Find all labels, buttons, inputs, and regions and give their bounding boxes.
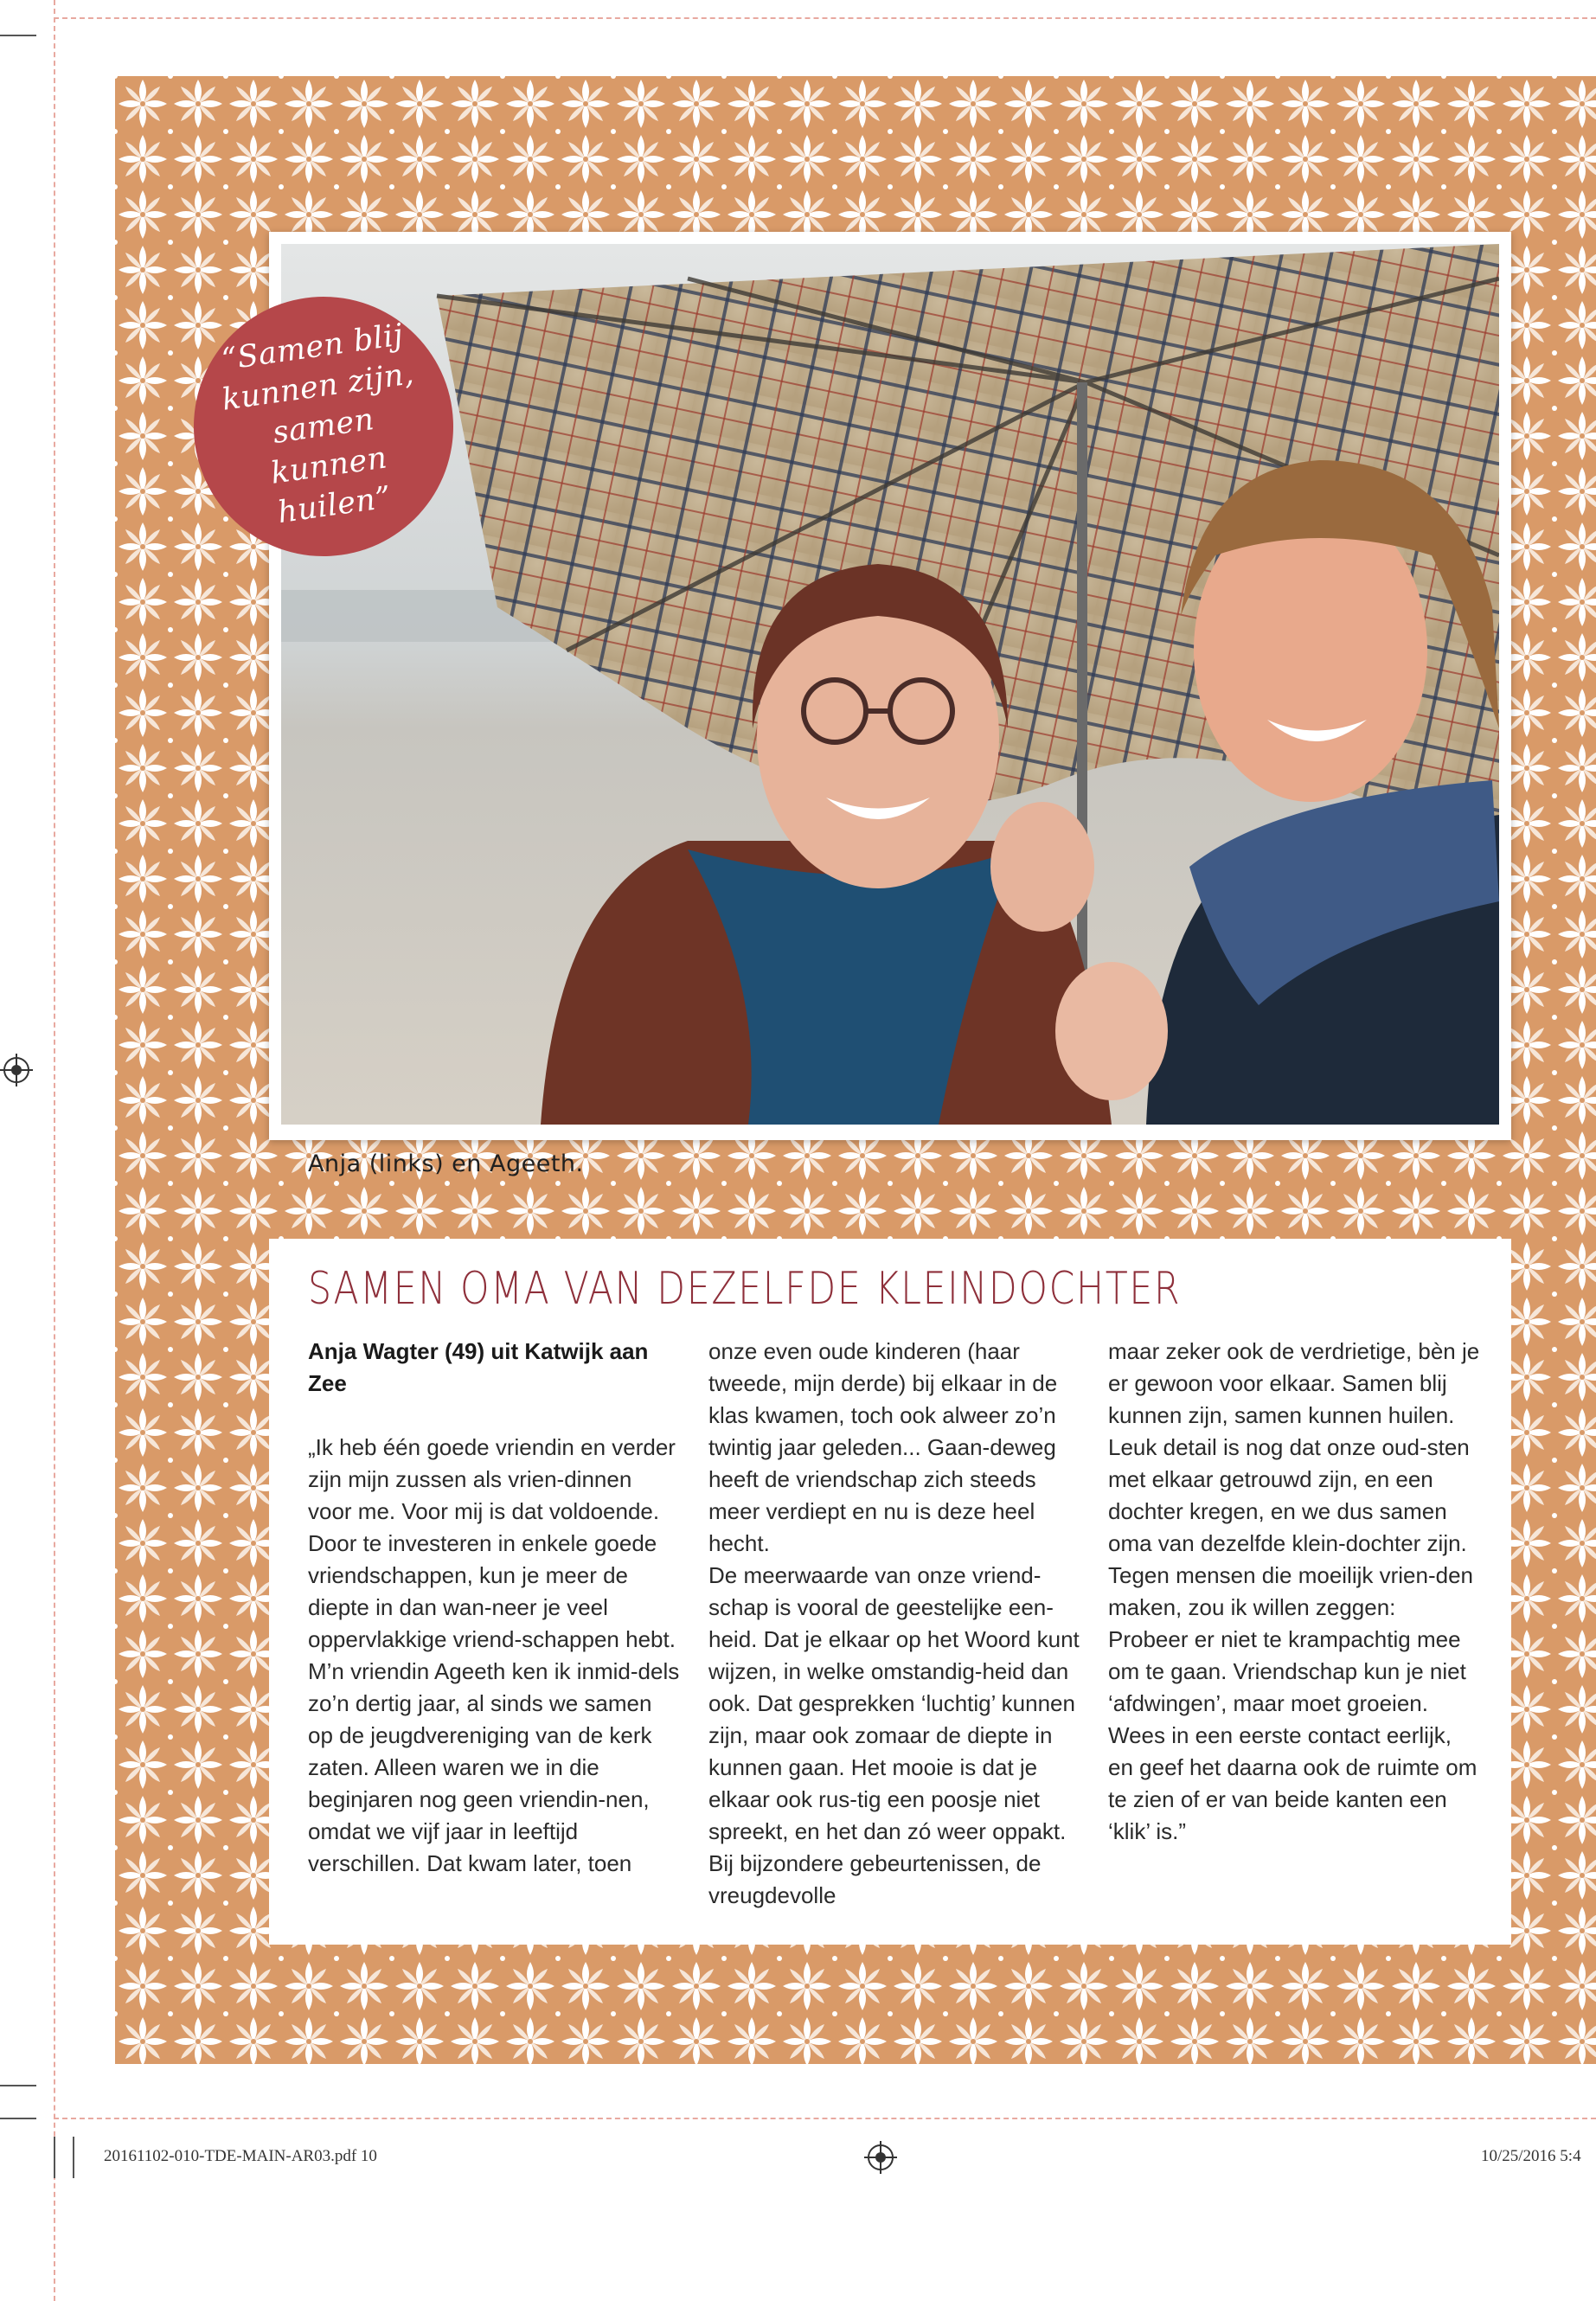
registration-mark-icon <box>3 1057 29 1083</box>
article-column-3 <box>1108 1336 1482 1848</box>
article-paragraph: De meerwaarde van onze vriend-schap is vooral de geestelijke een-heid. Dat je elkaar op het Woord kunt wijzen, in welke omstandig-heid dan ook. Dat gesprekken ‘luchtig’ kunnen zijn, maar ook zomaar de diepte in kunnen gaan. Het mooie is dat je elkaar ook rus-tig een poosje niet spreekt, en het dan zó weer oppakt. Bij bijzondere gebeurtenissen, de vreugdevolle <box>708 1562 1080 1908</box>
article-paragraph: maar zeker ook de verdrietige, bèn je er gewoon voor elkaar. Samen blij kunnen zijn, samen kunnen huilen. <box>1108 1338 1480 1428</box>
article-paragraph: „Ik heb één goede vriendin en verder zijn mijn zussen als vrien-dinnen voor me. Voor mij is dat voldoende. Door te investeren in enkele goede vriendschappen, kun je meer de diepte in dan wan-neer je veel oppervlakkige vriend-schappen hebt. <box>308 1434 676 1652</box>
article-column-1 <box>308 1336 682 1880</box>
crop-mark <box>0 35 36 36</box>
crop-mark <box>0 2118 36 2119</box>
photo-caption: Anja (links) en Ageeth. <box>308 1150 584 1177</box>
photo-two-women-umbrella <box>281 244 1499 1125</box>
trim-line-left <box>54 0 55 2301</box>
trim-line-top <box>54 17 1596 19</box>
crop-mark <box>54 2137 55 2178</box>
photo-frame <box>269 232 1511 1140</box>
quote-text: “Samen blij kunnen zijn, samen kunnen huilen” <box>219 317 416 531</box>
article-paragraph: onze even oude kinderen (haar tweede, mijn derde) bij elkaar in de klas kwamen, toch ook alweer zo’n twintig jaar geleden... Gaan-deweg heeft de vriendschap zich steeds meer verdiept en nu is deze heel hecht. <box>708 1338 1058 1556</box>
trim-line-bottom <box>54 2118 1596 2119</box>
crop-mark <box>73 2137 74 2178</box>
article-column-2 <box>708 1336 1082 1912</box>
print-slug-date: 10/25/2016 5:4 <box>1481 2147 1581 2165</box>
print-slug-filename: 20161102-010-TDE-MAIN-AR03.pdf 10 <box>104 2147 377 2165</box>
article-paragraph: Tegen mensen die moeilijk vrien-den maken, zou ik willen zeggen: Probeer er niet te krampachtig mee om te gaan. Vriendschap kun je niet ‘afdwingen’, maar moet groeien. Wees in een eerste contact eerlijk, en geef het daarna ook de ruimte om te zien of er van beide kanten een ‘klik’ is.” <box>1108 1562 1477 1844</box>
crop-mark <box>0 2085 36 2086</box>
article-byline: Anja Wagter (49) uit Katwijk aan Zee <box>308 1338 649 1396</box>
article-paragraph: Leuk detail is nog dat onze oud-sten met elkaar getrouwd zijn, en een dochter kregen, en we dus samen oma van dezelfde klein-dochter zijn. <box>1108 1434 1470 1556</box>
article-paragraph: M’n vriendin Ageeth ken ik inmid-dels zo’n dertig jaar, al sinds we samen op de jeugdvereniging van de kerk zaten. Alleen waren we in die beginjaren nog geen vriendin-nen, omdat we vijf jaar in leeftijd verschillen. Dat kwam later, toen <box>308 1658 680 1876</box>
article-panel <box>269 1239 1511 1945</box>
article-headline: SAMEN OMA VAN DEZELFDE KLEINDOCHTER <box>308 1263 1182 1315</box>
registration-mark-icon <box>868 2144 894 2170</box>
